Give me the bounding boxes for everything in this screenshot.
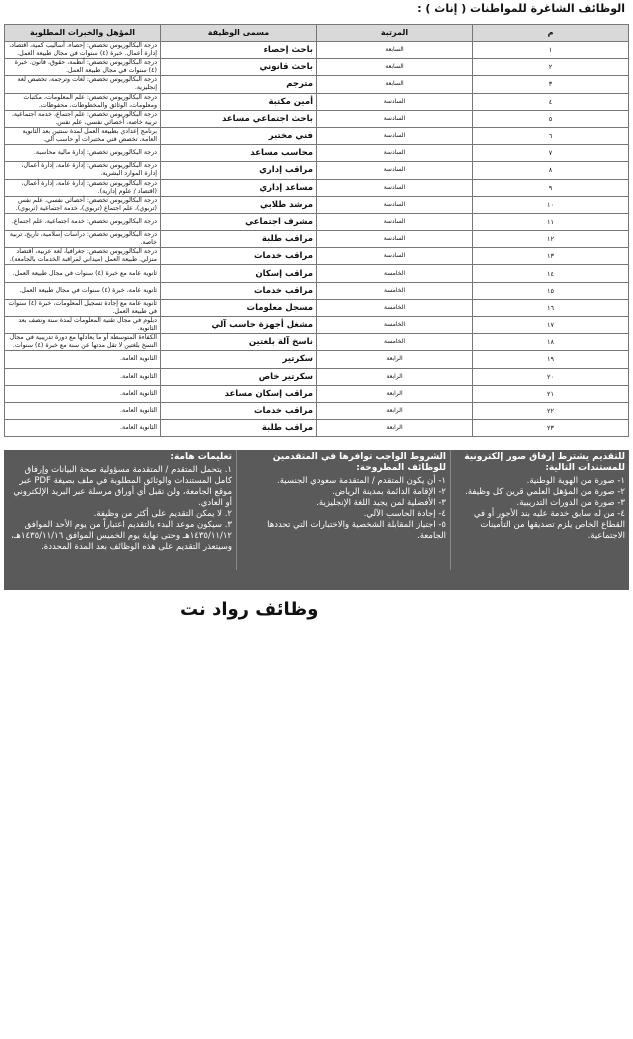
- website-link[interactable]: http://www.pnu.edu.sa: [492, 1028, 605, 1039]
- header-qual: المؤهل والخبرات المطلوبة: [5, 25, 161, 42]
- cell-title: مرشد طلابي: [161, 196, 317, 213]
- cell-title: مساعد إداري: [161, 179, 317, 196]
- cell-no: ١٢: [473, 231, 629, 248]
- cell-title: مشرف اجتماعي: [161, 213, 317, 230]
- cell-qual: درجة البكالوريوس تخصص: علم اجتماع، خدمة اجتماعية، تربية خاصة، أخصائي نفسي، علم نفس.: [5, 110, 161, 127]
- cell-rank: السادسة: [317, 93, 473, 110]
- table-row: [5, 196, 629, 213]
- cell-title: مراقب إسكان مساعد: [161, 385, 317, 402]
- documents-item: ٣- صورة من الدورات التدريبية.: [516, 498, 625, 508]
- notes-item: ١. يتحمل المتقدم / المتقدمة مسؤولية صحة البيانات وإرفاق كامل المستندات والوثائق المطلوبة في ملف بصيغة PDF عبر موقع الجامعة، ولن تقبل أي أوراق مرسلة عبر البريد الإلكتروني أو العادي.: [13, 465, 232, 508]
- conditions-heading: الشروط الواجب توافرها في المتقدمين للوظائف المطروحة:: [272, 452, 446, 473]
- table-row: [5, 334, 629, 351]
- table-row: [5, 59, 629, 76]
- cell-title: مسجل معلومات: [161, 299, 317, 316]
- cell-rank: السادسة: [317, 231, 473, 248]
- jobs-table: [4, 24, 629, 437]
- cell-no: ٥: [473, 110, 629, 127]
- cell-rank: السادسة: [317, 162, 473, 179]
- cell-qual: برنامج إعدادي بطبيعة العمل لمدة سنتين بعد الثانوية العامة، تخصص فني مختبرات أو حاسب آلي.: [5, 127, 161, 144]
- table-row: [5, 385, 629, 402]
- cell-qual: ثانوية عامة مع إجادة تسجيل المعلومات، خبرة (٤) سنوات في طبيعة العمل.: [5, 299, 161, 316]
- cell-title: مراقب خدمات: [161, 402, 317, 419]
- cell-no: ٢٠: [473, 368, 629, 385]
- cell-qual: درجة البكالوريوس تخصص: خدمة اجتماعية، علم اجتماع.: [5, 213, 161, 230]
- notes-item: ٣. سيكون موعد البدء بالتقديم اعتباراً من يوم الأحد الموافق ١٤٣٥/١١/١٢هـ وحتى نهاية يوم الخميس الموافق ١٤٣٥/١١/١٦هـ، وسيتعذر التقديم على هذه الوظائف بعد المدة المحددة.: [11, 520, 232, 552]
- cell-rank: الخامسة: [317, 299, 473, 316]
- cell-title: باحث إحصاء: [161, 42, 317, 59]
- table-row: [5, 231, 629, 248]
- conditions-item: ٥- اجتياز المقابلة الشخصية والاختبارات التي تحددها الجامعة.: [267, 520, 446, 541]
- table-row: [5, 42, 629, 59]
- cell-no: ١٥: [473, 282, 629, 299]
- cell-no: ١٧: [473, 317, 629, 334]
- table-row: [5, 127, 629, 144]
- cell-title: باحث قانوني: [161, 59, 317, 76]
- cell-rank: الخامسة: [317, 317, 473, 334]
- cell-qual: درجة البكالوريوس تخصص: لغات وترجمة، تخصص لغة إنجليزية.: [5, 76, 161, 93]
- cell-title: باحث اجتماعي مساعد: [161, 110, 317, 127]
- header-no: م: [473, 25, 629, 42]
- cell-rank: السادسة: [317, 110, 473, 127]
- cell-title: محاسب مساعد: [161, 145, 317, 162]
- cell-qual: درجة البكالوريوس تخصص: أخصائي نفسي، علم نفس (تربوي)، علم اجتماع (تربوي)، خدمة اجتماعية (تربوي).: [5, 196, 161, 213]
- cell-rank: الخامسة: [317, 265, 473, 282]
- cell-no: ٧: [473, 145, 629, 162]
- cell-no: ١٩: [473, 351, 629, 368]
- cell-no: ٢: [473, 59, 629, 76]
- conditions-item: ٣- الأفضلية لمن يجيد اللغة الإنجليزية.: [316, 498, 446, 508]
- cell-rank: السادسة: [317, 248, 473, 265]
- cell-qual: الثانوية العامة.: [5, 385, 161, 402]
- cell-no: ٤: [473, 93, 629, 110]
- cell-qual: درجة البكالوريوس تخصص: إدارة عامة، إدارة أعمال، إدارة الموارد البشرية.: [5, 162, 161, 179]
- table-row: [5, 420, 629, 437]
- cell-rank: السادسة: [317, 127, 473, 144]
- table-row: [5, 368, 629, 385]
- table-row: [5, 179, 629, 196]
- cell-no: ٢٢: [473, 402, 629, 419]
- conditions-item: ١- أن يكون المتقدم / المتقدمة سعودي الجنسية.: [277, 476, 446, 486]
- cell-title: ناسخ آلة بلغتين: [161, 334, 317, 351]
- table-row: [5, 265, 629, 282]
- header-rank: المرتبة: [317, 25, 473, 42]
- cell-rank: الرابعة: [317, 402, 473, 419]
- cell-qual: ثانوية عامة مع خبرة (٤) سنوات في مجال طبيعة العمل.: [5, 265, 161, 282]
- table-row: [5, 299, 629, 316]
- cell-no: ٢١: [473, 385, 629, 402]
- cell-title: مراقب طلبة: [161, 420, 317, 437]
- cell-rank: السادسة: [317, 145, 473, 162]
- cell-qual: درجة البكالوريوس تخصص: إدارة مالية محاسبة.: [5, 145, 161, 162]
- cell-title: مراقب خدمات: [161, 282, 317, 299]
- table-row: [5, 351, 629, 368]
- cell-qual: الثانوية العامة.: [5, 351, 161, 368]
- cell-no: ١: [473, 42, 629, 59]
- documents-item: ٢- صورة من المؤهل العلمي قرين كل وظيفة.: [465, 487, 625, 497]
- table-row: [5, 248, 629, 265]
- cell-title: مراقب طلبة: [161, 231, 317, 248]
- cell-title: مراقب إسكان: [161, 265, 317, 282]
- cell-title: أمين مكتبة: [161, 93, 317, 110]
- cell-no: ١١: [473, 213, 629, 230]
- conditions-item: ٤- إجادة الحاسب الآلي.: [363, 509, 446, 519]
- cell-qual: درجة البكالوريوس تخصص: علم المعلومات، مكتبات ومعلومات، الوثائق والمخطوطات، محفوظات.: [5, 93, 161, 110]
- cell-qual: الثانوية العامة.: [5, 368, 161, 385]
- cell-title: مترجم: [161, 76, 317, 93]
- footer-brand: وظائف رواد نت: [180, 599, 319, 620]
- cell-no: ٢٣: [473, 420, 629, 437]
- cell-rank: السابعة: [317, 59, 473, 76]
- cell-qual: دبلوم في مجال تقنية المعلومات لمدة سنة ونصف بعد الثانوية.: [5, 317, 161, 334]
- notes-item: ٢. لا يمكن التقديم على أكثر من وظيفة.: [93, 509, 232, 519]
- table-row: [5, 213, 629, 230]
- documents-section: [454, 450, 629, 570]
- conditions-item: ٢- الإقامة الدائمة بمدينة الرياض.: [332, 487, 446, 497]
- table-row: [5, 110, 629, 127]
- cell-no: ١٣: [473, 248, 629, 265]
- cell-qual: الثانوية العامة.: [5, 420, 161, 437]
- cell-qual: درجة البكالوريوس تخصص: جغرافيا، لغة عربية، اقتصاد منزلي. طبيعة العمل (ميداني لمراقبة الخدمات بالجامعة).: [5, 248, 161, 265]
- cell-rank: الرابعة: [317, 368, 473, 385]
- cell-title: مراقب خدمات: [161, 248, 317, 265]
- cell-rank: السادسة: [317, 196, 473, 213]
- notes-heading: تعليمات هامة:: [170, 452, 232, 462]
- cell-title: سكرتير: [161, 351, 317, 368]
- cell-qual: ثانوية عامة، خبرة (٤) سنوات في مجال طبيعة العمل.: [5, 282, 161, 299]
- table-row: [5, 282, 629, 299]
- cell-qual: درجة البكالوريوس تخصص: إحصاء، أساليب كمية، اقتصاد، إدارة أعمال. خبرة (٤) سنوات في مجال طبيعة العمل.: [5, 42, 161, 59]
- cell-no: ١٤: [473, 265, 629, 282]
- cell-no: ٦: [473, 127, 629, 144]
- cell-rank: الخامسة: [317, 334, 473, 351]
- cell-no: ٨: [473, 162, 629, 179]
- cell-no: ١٦: [473, 299, 629, 316]
- cell-qual: الثانوية العامة.: [5, 402, 161, 419]
- table-row: [5, 93, 629, 110]
- table-row: [5, 162, 629, 179]
- cell-no: ٣: [473, 76, 629, 93]
- cell-rank: الرابعة: [317, 385, 473, 402]
- cell-title: مراقب إداري: [161, 162, 317, 179]
- table-header-row: [5, 25, 629, 42]
- notes-section: [4, 450, 237, 570]
- cell-rank: السابعة: [317, 76, 473, 93]
- table-row: [5, 317, 629, 334]
- page-title: الوظائف الشاغرة للمواطنات ( إناث ) :: [417, 2, 625, 15]
- cell-rank: السابعة: [317, 42, 473, 59]
- cell-title: مشغل أجهزة حاسب آلي: [161, 317, 317, 334]
- table-row: [5, 76, 629, 93]
- cell-no: ٩: [473, 179, 629, 196]
- cell-qual: درجة البكالوريوس تخصص: إدارة عامة، إدارة أعمال، (اقتصاد / علوم إدارية).: [5, 179, 161, 196]
- cell-title: فني مختبر: [161, 127, 317, 144]
- conditions-section: [241, 450, 451, 570]
- documents-item: ٤- من له سابق خدمة عليه بند الأجور أو في القطاع الخاص يلزم تصديقها من التأمينات الاجتماعية.: [473, 509, 625, 541]
- cell-no: ١٨: [473, 334, 629, 351]
- documents-item: ١- صورة من الهوية الوطنية.: [526, 476, 625, 486]
- cell-rank: السادسة: [317, 213, 473, 230]
- header-title: مسمى الوظيفة: [161, 25, 317, 42]
- cell-qual: درجة البكالوريوس تخصص: أنظمة، حقوق، قانون. خبرة (٤) سنوات في مجال طبيعة العمل.: [5, 59, 161, 76]
- table-row: [5, 145, 629, 162]
- cell-qual: درجة البكالوريوس تخصص: دراسات إسلامية، تاريخ، تربية خاصة.: [5, 231, 161, 248]
- cell-qual: الكفاءة المتوسطة أو ما يعادلها مع دورة تدريبية في مجال النسخ بلغتين لا تقل مدتها عن سنة مع خبرة (٤) سنوات.: [5, 334, 161, 351]
- documents-heading: للتقديم يشترط إرفاق صور إلكترونية للمستندات التالية:: [464, 452, 625, 473]
- cell-rank: السادسة: [317, 179, 473, 196]
- cell-rank: الخامسة: [317, 282, 473, 299]
- cell-rank: الرابعة: [317, 420, 473, 437]
- table-row: [5, 402, 629, 419]
- cell-rank: الرابعة: [317, 351, 473, 368]
- cell-no: ١٠: [473, 196, 629, 213]
- cell-title: سكرتير خاص: [161, 368, 317, 385]
